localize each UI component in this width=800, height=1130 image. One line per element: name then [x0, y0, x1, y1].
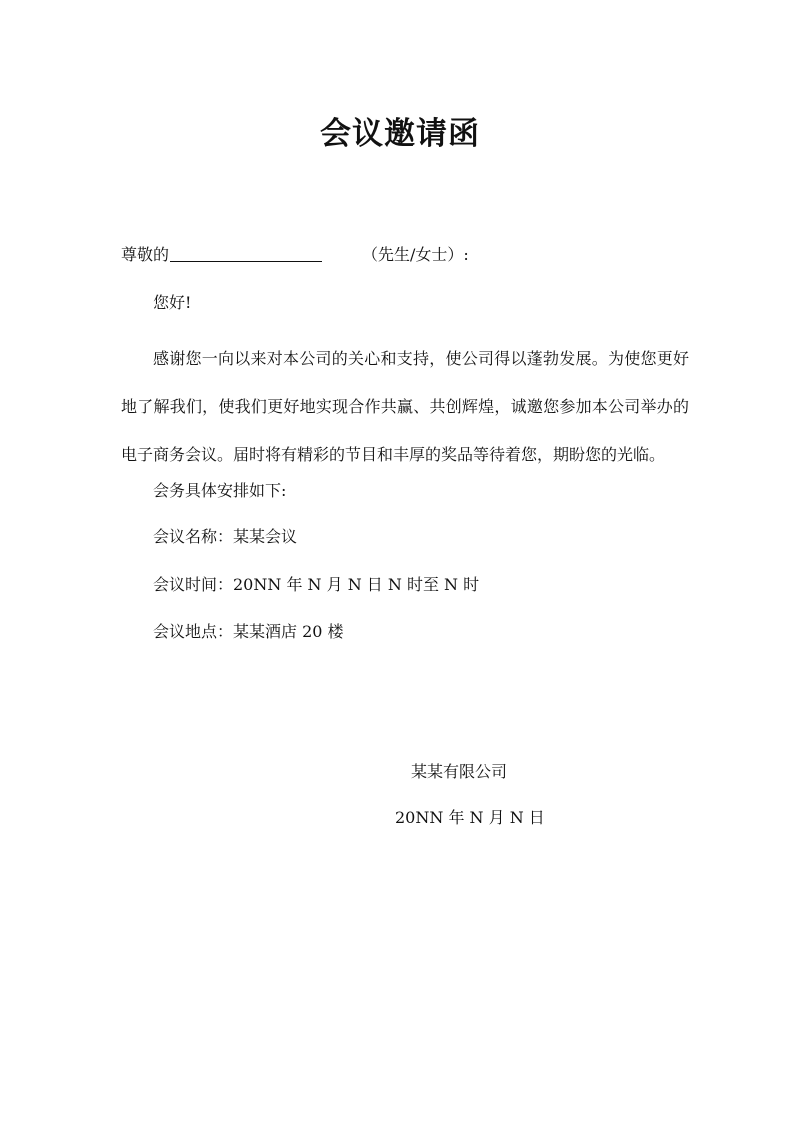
arrangement-intro: 会务具体安排如下:: [153, 481, 287, 500]
meeting-name-line: 会议名称：某某会议: [153, 527, 298, 546]
meeting-place-line: 会议地点：某某酒店 20 楼: [153, 622, 344, 641]
document-title: 会议邀请函: [320, 116, 480, 152]
signer-date: 20NN 年 N 月 N 日: [395, 808, 545, 827]
body-paragraph: 感谢您一向以来对本公司的关心和支持，使公司得以蓬勃发展。为使您更好地了解我们，使我们更好地实现合作共赢、共创辉煌，诚邀您参加本公司举办的电子商务会议。届时将有精彩的节目和丰厚的奖品等待着您，期盼您的光临。: [121, 349, 689, 464]
meeting-time-line: 会议时间：20NN 年 N 月 N 日 N 时至 N 时: [153, 575, 480, 594]
salutation-line: [121, 245, 469, 265]
greeting: 您好!: [153, 293, 192, 312]
salutation-prefix: 尊敬的: [121, 245, 170, 264]
salutation-honorific: （先生/女士）:: [362, 245, 469, 264]
signer-company: 某某有限公司: [411, 762, 508, 781]
recipient-name-blank: [170, 245, 322, 262]
